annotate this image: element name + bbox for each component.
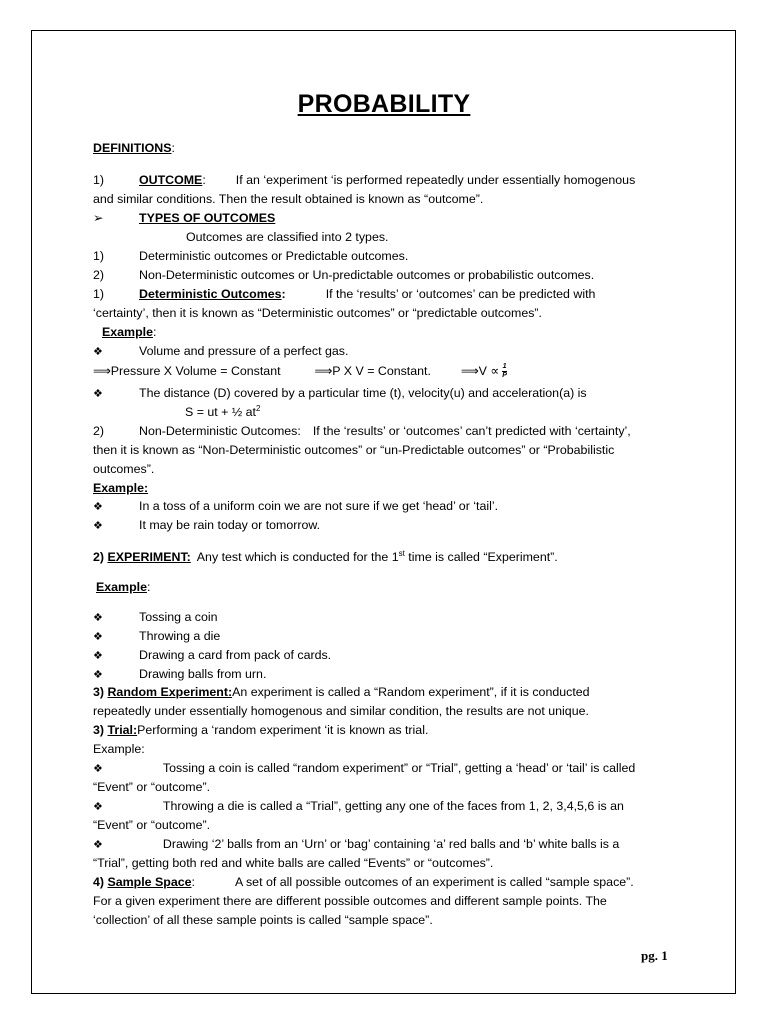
diamond-bullet-icon: ❖ bbox=[93, 501, 103, 513]
experiment-item-text: Drawing balls from urn. bbox=[139, 667, 267, 681]
outcome-term: OUTCOME bbox=[139, 173, 203, 187]
deterministic-formula-line bbox=[93, 362, 507, 381]
diamond-bullet-icon: ❖ bbox=[93, 839, 103, 851]
fraction-one-over-p bbox=[502, 363, 507, 380]
distance-formula bbox=[185, 403, 260, 422]
deterministic-number: 1) bbox=[93, 287, 105, 301]
fraction-denominator: P bbox=[502, 372, 507, 380]
diamond-bullet-icon: ❖ bbox=[93, 650, 103, 662]
experiment-line bbox=[93, 548, 558, 567]
deterministic-example-2 bbox=[93, 384, 587, 404]
page-title: PROBABILITY bbox=[297, 90, 471, 118]
random-experiment-text-1: An experiment is called a “Random experiment”, if it is conducted bbox=[232, 685, 590, 699]
list-item bbox=[93, 665, 266, 685]
list-item bbox=[93, 627, 220, 647]
outcome-number: 1) bbox=[93, 173, 105, 187]
definitions-colon: : bbox=[171, 141, 175, 155]
sample-space-colon: : bbox=[191, 875, 195, 889]
diamond-bullet-icon: ❖ bbox=[93, 388, 103, 400]
sample-space-text-1: A set of all possible outcomes of an experiment is called “sample space”. bbox=[234, 875, 634, 889]
sample-space-line-2: For a given experiment there are different possible outcomes and different sample points. The bbox=[93, 894, 607, 908]
nondeterministic-example-1 bbox=[93, 497, 498, 517]
nondeterministic-text-1: If the ‘results’ or ‘outcomes’ can’t predicted with ‘certainty’, bbox=[312, 424, 631, 438]
sample-space-line-3: ‘collection’ of all these sample points is called “sample space”. bbox=[93, 913, 433, 927]
outcome-line-2: and similar conditions. Then the result obtained is known as “outcome”. bbox=[93, 192, 484, 206]
experiment-example-label-line: Example: bbox=[96, 580, 151, 594]
diamond-bullet-icon: ❖ bbox=[93, 669, 103, 681]
types-heading: TYPES OF OUTCOMES bbox=[139, 211, 276, 225]
deterministic-example-label-line: Example: bbox=[102, 325, 157, 339]
random-experiment-term: Random Experiment: bbox=[107, 685, 233, 699]
definitions-heading-line bbox=[93, 139, 175, 158]
sample-space-number: 4) bbox=[93, 875, 105, 889]
trial-example-2-text-1: Throwing a die is called a “Trial”, getting any one of the faces from 1, 2, 3,4,5,6 is an bbox=[162, 799, 624, 813]
deterministic-line-1: 1) Deterministic Outcomes: If the ‘results’ or ‘outcomes’ can be predicted with bbox=[93, 285, 595, 304]
types-heading-line bbox=[93, 209, 275, 228]
deterministic-example-2-text: The distance (D) covered by a particular time (t), velocity(u) and acceleration(a) is bbox=[139, 386, 587, 400]
deterministic-example-label: Example bbox=[102, 325, 153, 339]
list-item bbox=[93, 608, 218, 628]
trial-example-3-line-1 bbox=[93, 835, 619, 855]
types-item-2-text: Non-Deterministic outcomes or Un-predictable outcomes or probabilistic outcomes. bbox=[139, 268, 595, 282]
distance-formula-text: S = ut + ½ at bbox=[185, 405, 256, 419]
types-item-1 bbox=[93, 247, 408, 266]
page-number: pg. 1 bbox=[641, 948, 668, 963]
experiment-item-text: Tossing a coin bbox=[139, 610, 218, 624]
trial-example-3-line-2: “Trial”, getting both red and white balls are called “Events” or “outcomes”. bbox=[93, 856, 494, 870]
diamond-bullet-icon: ❖ bbox=[93, 346, 103, 358]
trial-example-label: Example: bbox=[93, 742, 145, 756]
formula-pressure-volume: ⟹Pressure X Volume = Constant bbox=[93, 364, 281, 378]
diamond-bullet-icon: ❖ bbox=[93, 520, 103, 532]
list-item bbox=[93, 646, 331, 666]
trial-example-2-line-2: “Event” or “outcome”. bbox=[93, 818, 211, 832]
types-item-1-text: Deterministic outcomes or Predictable outcomes. bbox=[139, 249, 409, 263]
experiment-superscript: st bbox=[398, 548, 405, 558]
trial-example-2-line-1 bbox=[93, 797, 624, 817]
experiment-example-label: Example bbox=[96, 580, 147, 594]
nondeterministic-example-2 bbox=[93, 516, 320, 536]
nondeterministic-line-3: outcomes”. bbox=[93, 462, 155, 476]
nondeterministic-term: Non-Deterministic Outcomes: bbox=[139, 424, 301, 438]
definitions-heading: DEFINITIONS bbox=[93, 141, 172, 155]
nondeterministic-line-2: then it is known as “Non-Deterministic outcomes” or “un-Predictable outcomes” or “Probabilistic bbox=[93, 443, 615, 457]
trial-example-1-text-1: Tossing a coin is called “random experiment” or “Trial”, getting a ‘head’ or ‘tail’ is called bbox=[162, 761, 636, 775]
trial-example-1-line-2: “Event” or “outcome”. bbox=[93, 780, 211, 794]
random-experiment-number: 3) bbox=[93, 685, 105, 699]
types-classified: Outcomes are classified into 2 types. bbox=[186, 230, 389, 244]
sample-space-term: Sample Space bbox=[107, 875, 192, 889]
experiment-item-text: Drawing a card from pack of cards. bbox=[139, 648, 332, 662]
trial-example-3-text-1: Drawing ‘2’ balls from an ‘Urn’ or ‘bag’ containing ‘a’ red balls and ‘b’ white balls is a bbox=[162, 837, 620, 851]
outcome-line-1: 1) OUTCOME: If an ‘experiment ‘is performed repeatedly under essentially homogenous bbox=[93, 171, 635, 190]
diamond-bullet-icon: ❖ bbox=[93, 763, 103, 775]
trial-line bbox=[93, 721, 428, 740]
formula-pv-constant: ⟹P X V = Constant. bbox=[314, 364, 431, 378]
arrow-bullet-icon: ➢ bbox=[93, 211, 104, 225]
fraction-numerator: 1 bbox=[502, 363, 507, 371]
nondeterministic-example-label: Example: bbox=[93, 481, 149, 495]
nondeterministic-line-1 bbox=[93, 422, 631, 441]
random-experiment-line-1 bbox=[93, 683, 590, 702]
outcome-text-1: If an ‘experiment ‘is performed repeatedly under essentially homogenous bbox=[235, 173, 636, 187]
diamond-bullet-icon: ❖ bbox=[93, 612, 103, 624]
nondeterministic-example-1-text: In a toss of a uniform coin we are not sure if we get ‘head’ or ‘tail’. bbox=[139, 499, 499, 513]
distance-formula-exponent: 2 bbox=[255, 403, 261, 413]
sample-space-line-1 bbox=[93, 873, 634, 892]
trial-text: Performing a ‘random experiment ‘it is known as trial. bbox=[137, 723, 429, 737]
deterministic-example-1-text: Volume and pressure of a perfect gas. bbox=[139, 344, 349, 358]
random-experiment-line-2: repeatedly under essentially homogenous and similar condition, the results are not unique. bbox=[93, 704, 589, 718]
formula-v-proportional: ⟹V ∝ bbox=[460, 364, 500, 378]
trial-example-1-line-1 bbox=[93, 759, 635, 779]
experiment-term: EXPERIMENT: bbox=[107, 550, 191, 564]
deterministic-example-1 bbox=[93, 342, 348, 362]
types-item-2-number: 2) bbox=[93, 268, 105, 282]
experiment-text-b: time is called “Experiment”. bbox=[408, 550, 558, 564]
nondeterministic-number: 2) bbox=[93, 424, 105, 438]
types-item-2 bbox=[93, 266, 594, 285]
deterministic-text-1: If the ‘results’ or ‘outcomes’ can be predicted with bbox=[325, 287, 596, 301]
diamond-bullet-icon: ❖ bbox=[93, 631, 103, 643]
trial-number: 3) bbox=[93, 723, 105, 737]
experiment-number: 2) bbox=[93, 550, 105, 564]
nondeterministic-example-2-text: It may be rain today or tomorrow. bbox=[139, 518, 321, 532]
experiment-item-text: Throwing a die bbox=[139, 629, 221, 643]
diamond-bullet-icon: ❖ bbox=[93, 801, 103, 813]
trial-term: Trial: bbox=[107, 723, 138, 737]
types-item-1-number: 1) bbox=[93, 249, 105, 263]
deterministic-line-2: ‘certainty’, then it is known as “Deterministic outcomes” or “predictable outcomes”. bbox=[93, 306, 542, 320]
experiment-text-a: Any test which is conducted for the 1 bbox=[196, 550, 399, 564]
deterministic-term: Deterministic Outcomes bbox=[139, 287, 282, 301]
